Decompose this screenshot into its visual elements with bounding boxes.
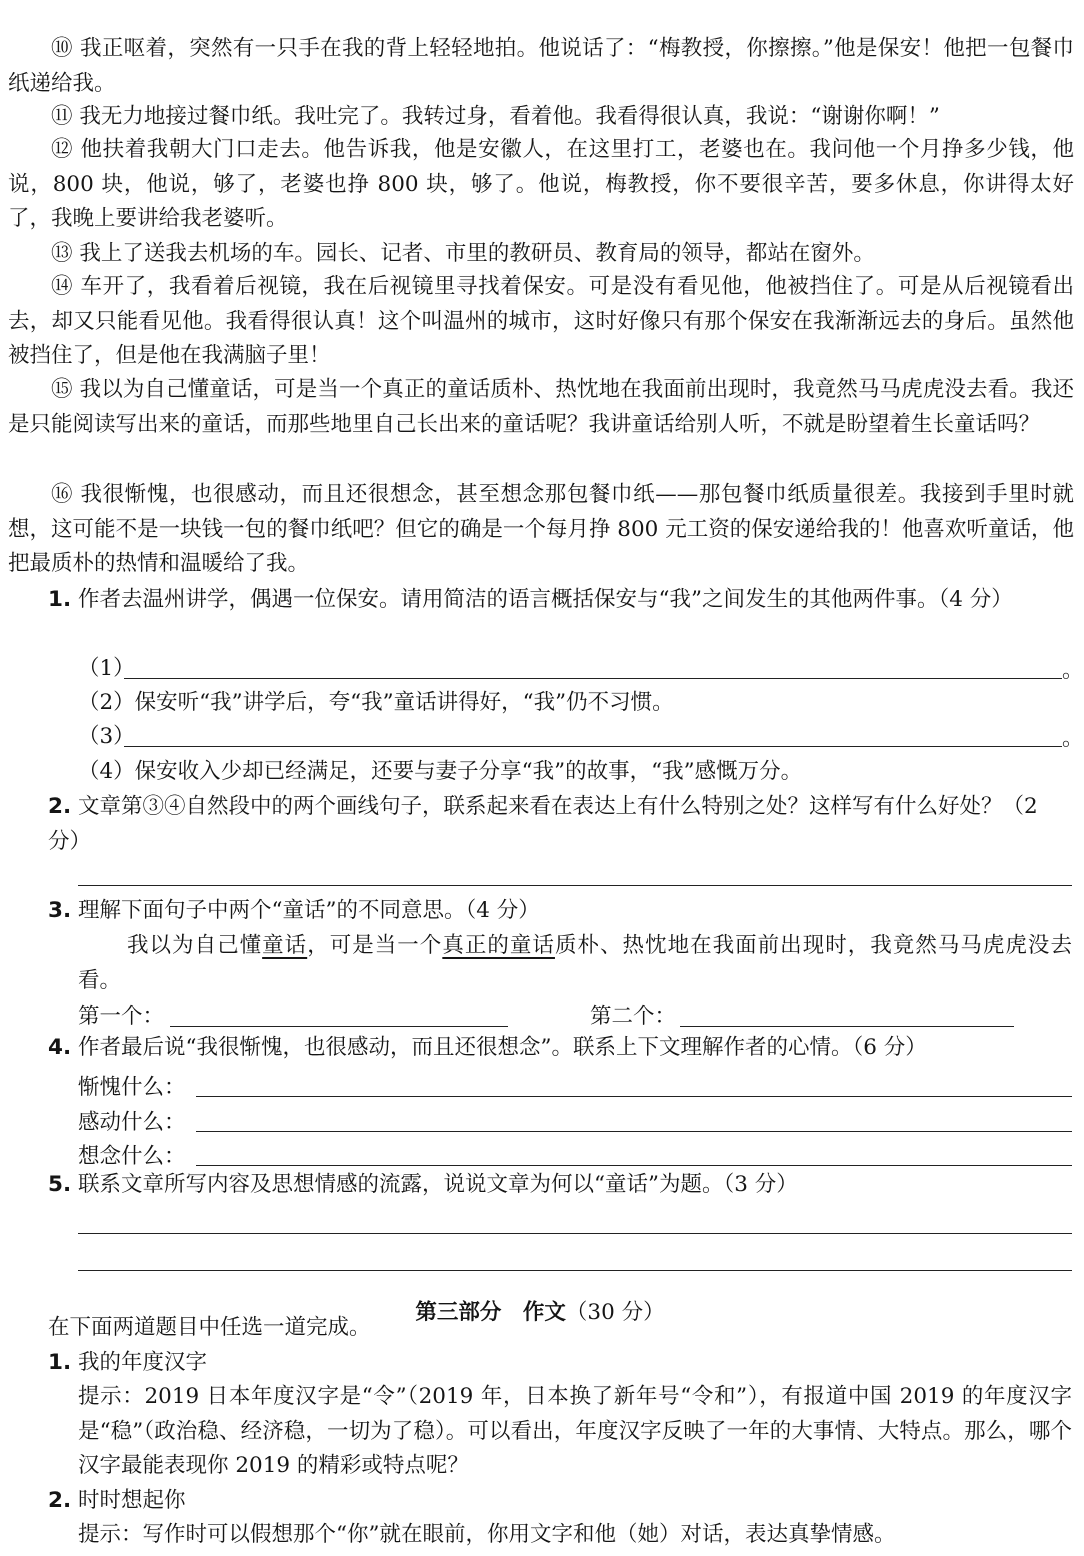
q3-second-answer-line[interactable] <box>680 1026 1014 1027</box>
question-4 <box>48 1031 1074 1066</box>
question-1 <box>48 583 1074 618</box>
q1-item-3-label: （3） <box>78 724 135 749</box>
question-number: 5. <box>48 1172 72 1197</box>
question-text: 文章第③④自然段中的两个画线句子，联系起来看在表达上有什么特别之处？这样写有什么好处？（2 分） <box>48 794 1038 854</box>
part-three-heading: 第三部分 作文（30 分） <box>415 1299 665 1325</box>
q3-first-answer-line[interactable] <box>170 1026 508 1027</box>
q3-first-label: 第一个： <box>78 1004 165 1029</box>
question-number: 3. <box>48 898 72 923</box>
paragraph-13: ⑬ 我上了送我去机场的车。园长、记者、市里的教研员、教育局的领导，都站在窗外。 <box>51 241 875 266</box>
q5-answer-line-2[interactable] <box>78 1270 1072 1271</box>
question-3 <box>48 894 1074 929</box>
question-text: 作者去温州讲学，偶遇一位保安。请用简洁的语言概括保安与“我”之间发生的其他两件事。（4 分） <box>77 587 1013 612</box>
topic-1-hint: 提示：2019 日本年度汉字是“令”（2019 年，日本换了新年号“令和”），有报道中国 2019 的年度汉字是“稳”（政治稳、经济稳，一切为了稳）。可以看出，年度汉字反映了一年的大事情、大特点。那么，哪个汉字最能表现你 2019 的精彩或特点呢？ <box>78 1384 1072 1478</box>
q4-answer-line-1[interactable] <box>196 1096 1072 1097</box>
question-text: 联系文章所写内容及思想情感的流露，说说文章为何以“童话”为题。（3 分） <box>77 1172 798 1197</box>
paragraph-15: ⑮ 我以为自己懂童话，可是当一个真正的童话质朴、热忱地在我面前出现时，我竟然马马虎虎没去看。我还是只能阅读写出来的童话，而那些地里自己长出来的童话呢？我讲童话给别人听，不就是盼望着生长童话吗？ <box>8 377 1074 437</box>
topic-2-hint: 提示：写作时可以假想那个“你”就在眼前，你用文字和他（她）对话，表达真挚情感。 <box>78 1522 896 1547</box>
q5-answer-line-1[interactable] <box>78 1233 1072 1234</box>
q1-item-1-label: （1） <box>78 656 135 681</box>
question-5 <box>48 1168 1074 1203</box>
q1-item-4: （4）保安收入少却已经满足，还要与妻子分享“我”的故事，“我”感慨万分。 <box>78 759 803 784</box>
q3-second-label: 第二个： <box>590 1004 677 1029</box>
q4-answer-line-2[interactable] <box>196 1131 1072 1132</box>
paragraph-11: ⑪ 我无力地接过餐巾纸。我吐完了。我转过身，看着他。我看得很认真，我说：“谢谢你啊！” <box>51 104 940 129</box>
q1-answer-line-1[interactable] <box>124 678 1062 679</box>
paragraph-14: ⑭ 车开了，我看着后视镜，我在后视镜里寻找着保安。可是没有看见他，他被挡住了。可是从后视镜看出去，却又只能看见他。我看得很认真！这个叫温州的城市，这时好像只有那个保安在我渐渐远去的身后。虽然他被挡住了，但是他在我满脑子里！ <box>8 274 1074 368</box>
question-text: 理解下面句子中两个“童话”的不同意思。（4 分） <box>77 898 540 923</box>
paragraph-16: ⑯ 我很惭愧，也很感动，而且还很想念，甚至想念那包餐巾纸——那包餐巾纸质量很差。我接到手里时就想，这可能不是一块钱一包的餐巾纸吧？但它的确是一个每月挣 800 元工资的保安递给我的！他喜欢听童话，他把最质朴的热情和温暖给了我。 <box>8 482 1074 576</box>
q3-quoted-sentence: 我以为自己懂童话，可是当一个真正的童话质朴、热忱地在我面前出现时，我竟然马马虎虎没去看。 <box>78 933 1072 993</box>
q1-item-2: （2）保安听“我”讲学后，夸“我”童话讲得好，“我”仍不习惯。 <box>78 690 674 715</box>
paragraph-12: ⑫ 他扶着我朝大门口走去。他告诉我，他是安徽人，在这里打工，老婆也在。我问他一个月挣多少钱，他说，800 块，他说，够了，老婆也挣 800 块，够了。他说，梅教授，你不要很辛苦，要多休息，你讲得太好了，我晚上要讲给我老婆听。 <box>8 137 1074 231</box>
q1-period-1: 。 <box>1062 658 1084 683</box>
underlined-phrase-real-fairy-tale: 真正的童话 <box>442 933 555 958</box>
question-number: 2. <box>48 794 72 819</box>
q4-label-missing: 想念什么： <box>78 1144 186 1169</box>
topic-2-title: 2. 时时想起你 <box>48 1488 186 1513</box>
q4-label-moved: 感动什么： <box>78 1110 186 1135</box>
q1-answer-line-3[interactable] <box>124 746 1062 747</box>
q4-label-ashamed: 惭愧什么： <box>78 1075 186 1100</box>
q2-answer-line[interactable] <box>78 885 1072 886</box>
question-number: 4. <box>48 1035 72 1060</box>
topic-1-title: 1. 我的年度汉字 <box>48 1350 207 1375</box>
question-text: 作者最后说“我很惭愧，也很感动，而且还很想念”。联系上下文理解作者的心情。（6 分） <box>77 1035 927 1060</box>
underlined-word-fairy-tale: 童话 <box>262 933 308 958</box>
q1-period-3: 。 <box>1062 726 1084 751</box>
question-2 <box>48 790 1074 859</box>
paragraph-10: ⑩ 我正呕着，突然有一只手在我的背上轻轻地拍。他说话了：“梅教授，你擦擦。”他是保安！他把一包餐巾纸递给我。 <box>8 36 1074 96</box>
q4-answer-line-3[interactable] <box>196 1165 1072 1166</box>
part-three-instruction: 在下面两道题目中任选一道完成。 <box>48 1315 371 1340</box>
question-number: 1. <box>48 587 72 612</box>
